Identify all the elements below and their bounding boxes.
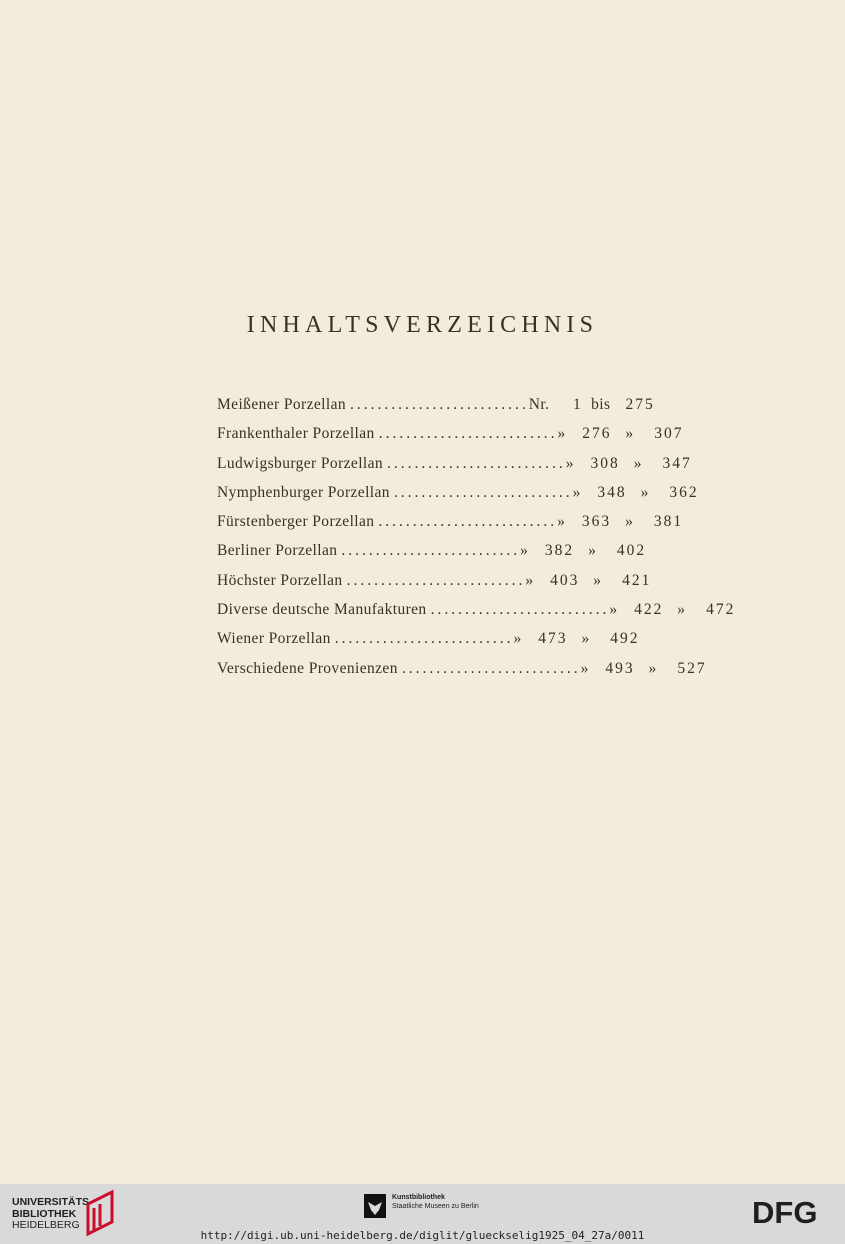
toc-entry-from: 493 <box>605 659 635 677</box>
toc-entry-to: 492 <box>610 630 640 648</box>
toc-entry-label: Frankenthaler Porzellan <box>217 425 375 443</box>
toc-entry-separator: » <box>677 601 686 619</box>
table-of-contents <box>217 396 736 689</box>
toc-entry-to: 472 <box>706 601 736 619</box>
toc-entry-from: 473 <box>538 630 568 648</box>
toc-entry-prefix: » <box>513 630 522 648</box>
toc-entry-prefix: » <box>557 425 566 443</box>
toc-leader-dots: .......................... <box>401 659 581 677</box>
toc-entry-to: 402 <box>616 542 647 560</box>
dfg-logo-icon[interactable] <box>752 1195 832 1230</box>
toc-entry <box>217 659 707 689</box>
toc-entry-separator: » <box>625 513 634 531</box>
toc-entry-to: 275 <box>625 396 655 413</box>
toc-entry-prefix: » <box>609 601 618 619</box>
toc-entry-separator: » <box>648 659 657 677</box>
toc-entry-to: 307 <box>654 425 684 443</box>
toc-entry <box>217 483 699 513</box>
toc-entry-label: Verschiedene Provenienzen <box>217 659 398 677</box>
toc-entry <box>217 542 647 571</box>
toc-entry-separator: » <box>593 571 602 589</box>
toc-entry-prefix: » <box>557 513 566 531</box>
toc-entry-label: Nymphenburger Porzellan <box>217 483 390 501</box>
toc-entry-label: Höchster Porzellan <box>217 571 343 589</box>
toc-leader-dots: .......................... <box>350 396 529 413</box>
toc-entry <box>217 601 736 630</box>
kunstbibliothek-text[interactable] <box>392 1193 479 1211</box>
toc-entry-from: 348 <box>597 483 627 501</box>
toc-leader-dots: .......................... <box>430 601 610 619</box>
toc-entry-prefix: » <box>565 454 574 472</box>
kunstbibliothek-eagle-logo-icon[interactable] <box>364 1194 386 1218</box>
toc-entry-from: 276 <box>582 425 612 443</box>
toc-entry-label: Wiener Porzellan <box>217 630 331 648</box>
toc-entry-from: 363 <box>581 513 612 531</box>
toc-entry-label: Berliner Porzellan <box>217 542 338 560</box>
toc-entry-separator: bis <box>591 396 611 413</box>
page-url[interactable]: http://digi.ub.uni-heidelberg.de/diglit/glueckselig1925_04_27a/0011 <box>200 1229 645 1242</box>
toc-entry <box>217 630 640 659</box>
toc-entry-to: 381 <box>653 513 684 531</box>
toc-entry-from: 382 <box>544 542 575 560</box>
toc-entry-separator: » <box>625 425 634 443</box>
toc-entry-prefix: » <box>580 659 589 677</box>
toc-entry <box>217 396 655 425</box>
toc-entry-separator: » <box>581 630 590 648</box>
toc-leader-dots: .......................... <box>393 483 573 501</box>
ub-line-3: HEIDELBERG <box>12 1219 80 1231</box>
toc-entry-separator: » <box>588 542 597 560</box>
toc-entry-to: 362 <box>669 483 699 501</box>
toc-leader-dots: .......................... <box>378 513 558 531</box>
toc-entry-from: 1 <box>573 396 583 413</box>
toc-entry <box>217 571 652 601</box>
toc-entry <box>217 425 684 454</box>
footer-bar <box>0 1184 845 1244</box>
toc-entry-to: 347 <box>662 454 692 472</box>
ub-line-2: BIBLIOTHEK <box>12 1207 77 1220</box>
toc-entry-from: 403 <box>550 571 580 589</box>
toc-entry-label: Ludwigsburger Porzellan <box>217 454 384 472</box>
toc-leader-dots: .......................... <box>387 454 566 472</box>
toc-entry-prefix: Nr. <box>528 396 550 413</box>
toc-entry-to: 527 <box>677 659 707 677</box>
toc-leader-dots: .......................... <box>378 425 558 443</box>
toc-leader-dots: .......................... <box>334 630 514 648</box>
toc-entry-separator: » <box>640 483 649 501</box>
toc-entry-prefix: » <box>525 571 534 589</box>
toc-entry-prefix: » <box>572 483 581 501</box>
kb-line-1: Kunstbibliothek <box>392 1194 445 1201</box>
toc-entry <box>217 454 692 484</box>
toc-entry-from: 308 <box>590 454 620 472</box>
kb-line-2: Staatliche Museen zu Berlin <box>392 1203 479 1210</box>
toc-entry-prefix: » <box>520 542 529 560</box>
toc-entry <box>217 513 684 542</box>
toc-leader-dots: .......................... <box>346 571 526 589</box>
dfg-logo-text: DFG <box>752 1195 818 1230</box>
toc-entry-from: 422 <box>634 601 664 619</box>
ub-heidelberg-text[interactable] <box>12 1197 93 1232</box>
toc-entry-label: Meißener Porzellan <box>217 396 346 413</box>
toc-leader-dots: .......................... <box>341 542 521 560</box>
toc-entry-label: Fürstenberger Porzellan <box>217 513 375 531</box>
page-title: INHALTSVERZEICHNIS <box>246 312 599 338</box>
toc-entry-separator: » <box>633 454 642 472</box>
toc-entry-label: Diverse deutsche Manufakturen <box>217 601 427 619</box>
toc-entry-to: 421 <box>622 571 652 589</box>
ub-line-1: UNIVERSITÄTS- <box>12 1196 93 1208</box>
